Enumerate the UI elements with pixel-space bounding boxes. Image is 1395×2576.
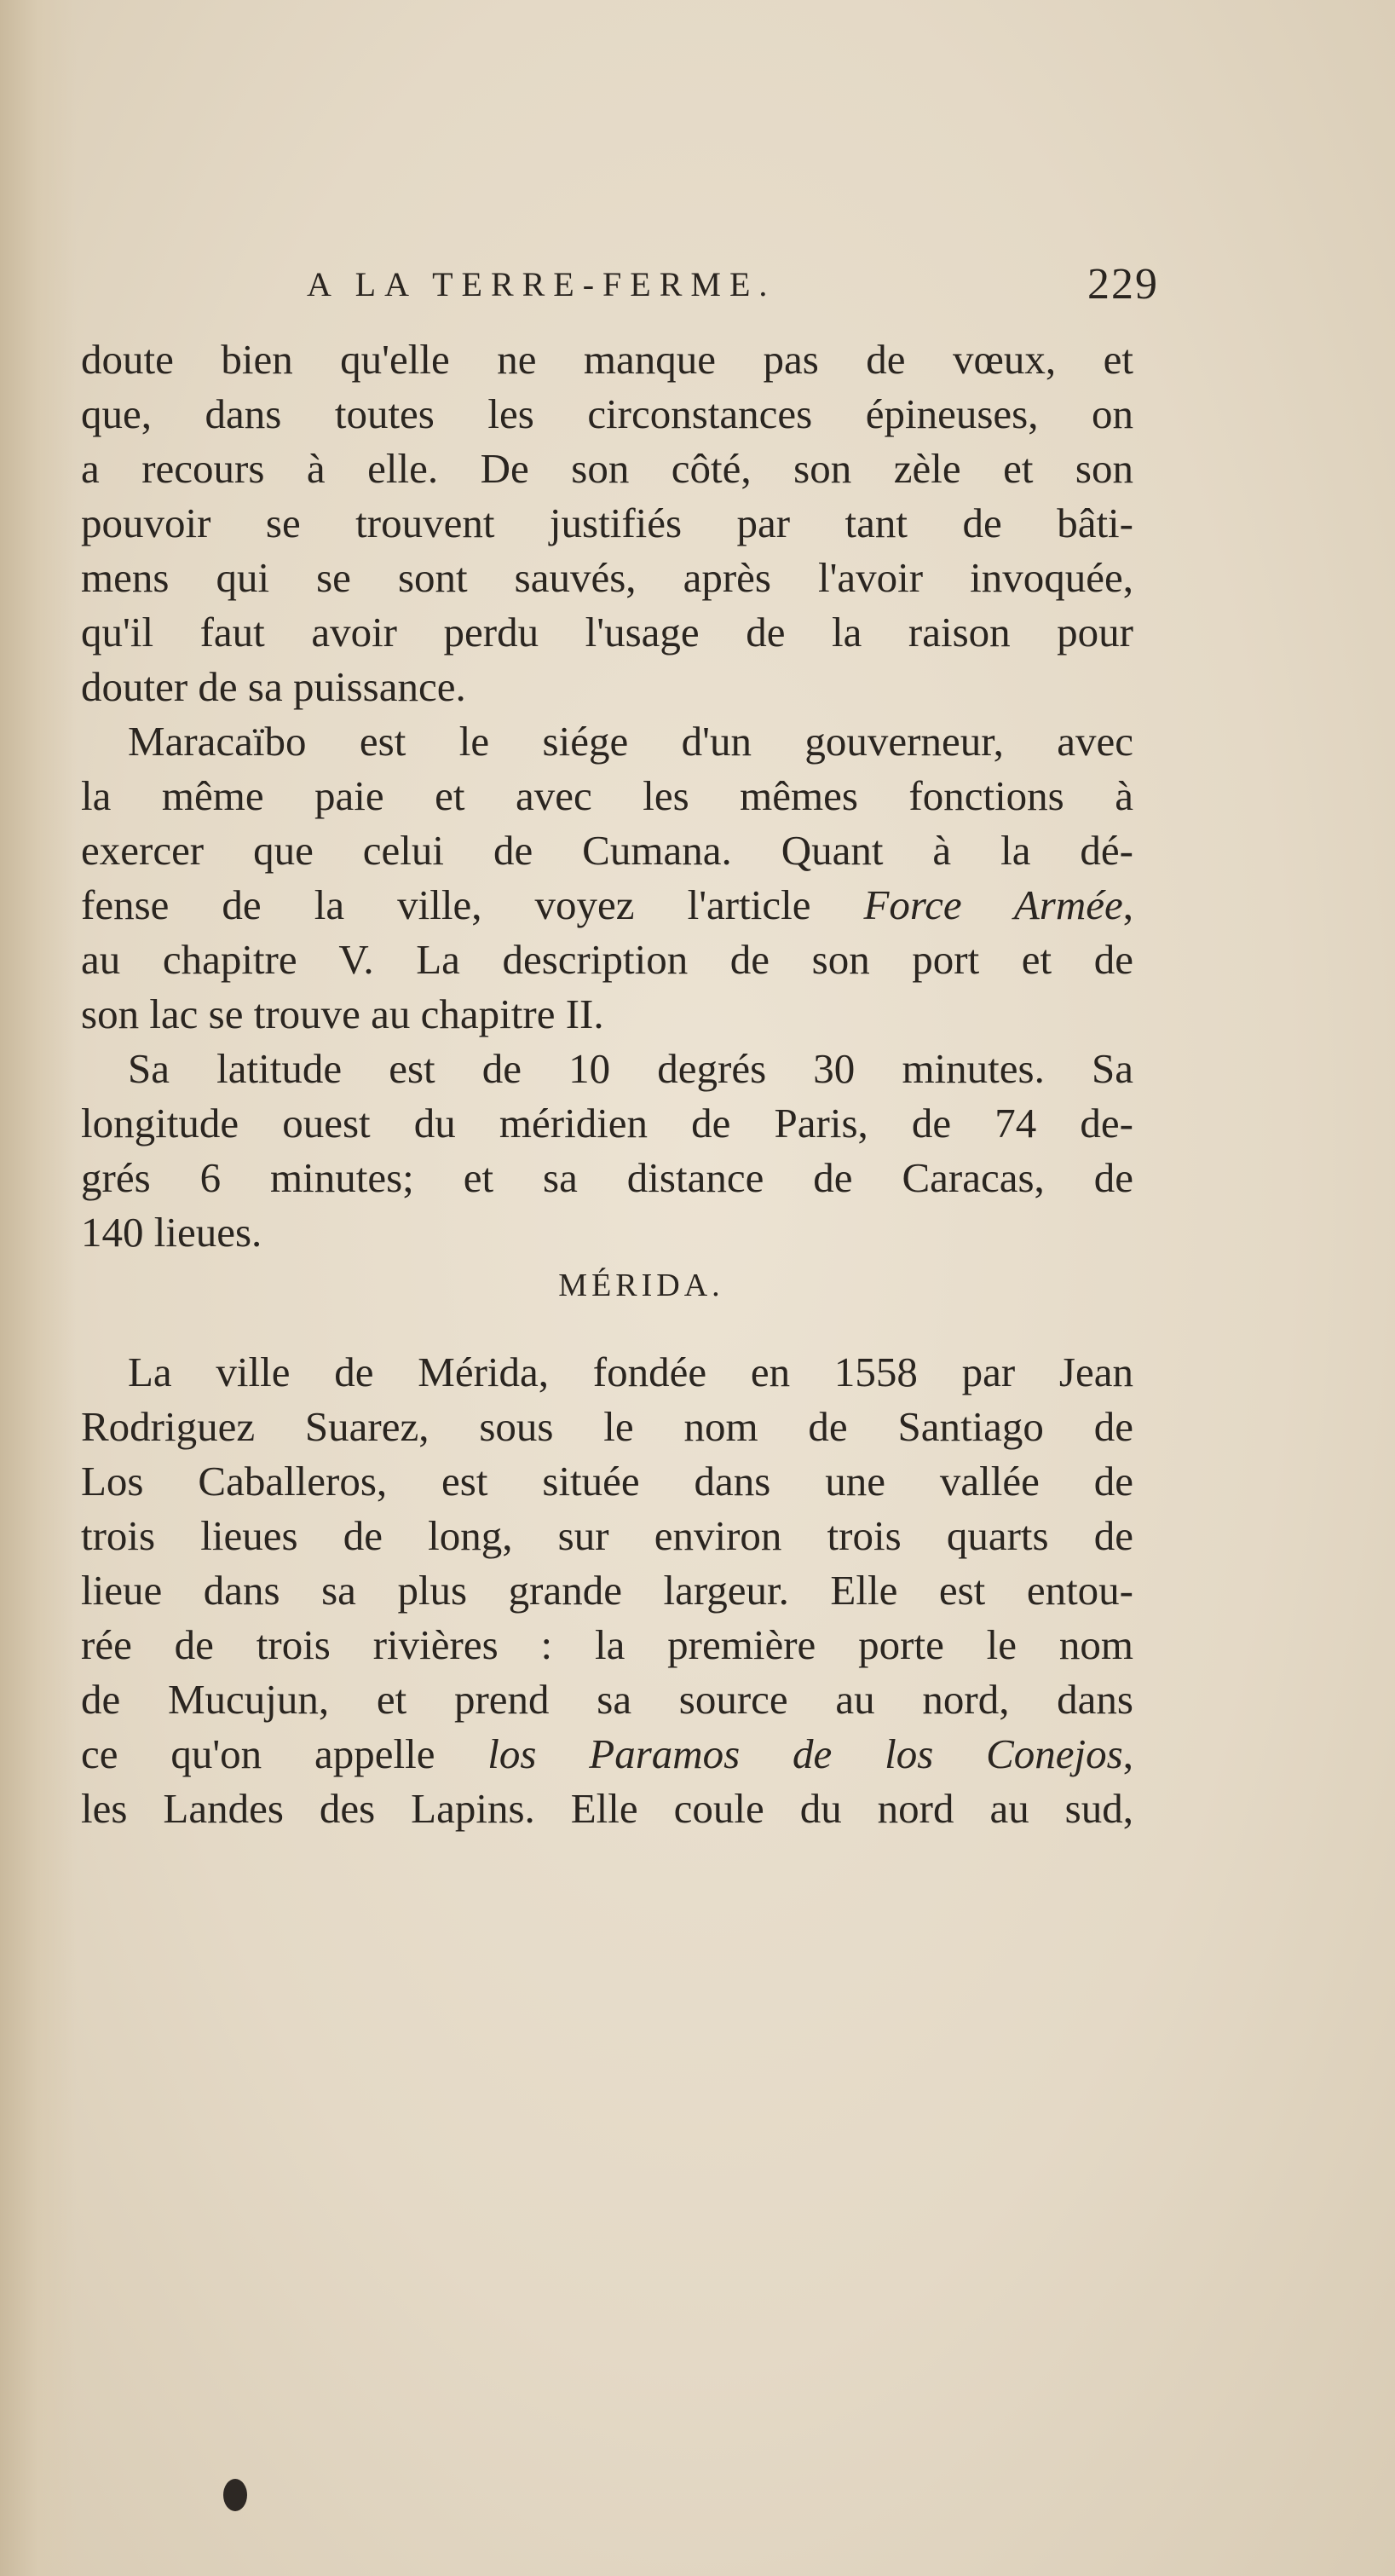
text-line: de Mucujun, et prend sa source au nord, dans (81, 1676, 1133, 1723)
text-line: Rodriguez Suarez, sous le nom de Santiago de (81, 1403, 1133, 1450)
text-line: La ville de Mérida, fondée en 1558 par Jean (128, 1349, 1133, 1395)
text-line: la même paie et avec les mêmes fonctions à (81, 772, 1133, 819)
text-line: Sa latitude est de 10 degrés 30 minutes. Sa (128, 1045, 1133, 1092)
text-line: 140 lieues. (81, 1209, 262, 1256)
page-header (307, 260, 1159, 315)
text-line: doute bien qu'elle ne manque pas de vœux, et (81, 336, 1133, 383)
text-line: douter de sa puissance. (81, 663, 466, 710)
text-segment: ce qu'on appelle (81, 1730, 488, 1777)
text-line (81, 878, 1133, 933)
ink-spot (223, 2479, 247, 2511)
page-number: 229 (1087, 260, 1159, 309)
text-line: rée de trois rivières : la première porte le nom (81, 1621, 1133, 1668)
text-line: qu'il faut avoir perdu l'usage de la raison pour (81, 609, 1133, 656)
italic-reference: Force Armée (863, 881, 1123, 928)
text-line: Los Caballeros, est située dans une vallée de (81, 1458, 1133, 1505)
text-line: les Landes des Lapins. Elle coule du nord au sud, (81, 1785, 1133, 1832)
text-line: Maracaïbo est le siége d'un gouverneur, avec (128, 718, 1133, 765)
text-line: lieue dans sa plus grande largeur. Elle est entou- (81, 1567, 1133, 1614)
text-line: son lac se trouve au chapitre II. (81, 991, 604, 1037)
running-title: A LA TERRE-FERME. (307, 265, 776, 303)
italic-place-name: los Paramos de los Conejos (487, 1730, 1123, 1777)
text-line: mens qui se sont sauvés, après l'avoir invoquée, (81, 554, 1133, 601)
text-line: longitude ouest du méridien de Paris, de 74 de- (81, 1100, 1133, 1146)
text-line: trois lieues de long, sur environ trois quarts de (81, 1512, 1133, 1559)
page-gutter-shadow (0, 0, 77, 2576)
text-line: pouvoir se trouvent justifiés par tant de bâti- (81, 500, 1133, 546)
text-segment: fense de la ville, voyez l'article (81, 881, 864, 928)
text-line: grés 6 minutes; et sa distance de Caracas, de (81, 1154, 1133, 1201)
text-line: que, dans toutes les circonstances épineuses, on (81, 390, 1133, 437)
section-title: MÉRIDA. (558, 1268, 724, 1303)
text-line: a recours à elle. De son côté, son zèle et son (81, 445, 1133, 492)
body-text (81, 332, 1133, 1836)
text-segment: , (1122, 1730, 1133, 1777)
text-line: exercer que celui de Cumana. Quant à la dé- (81, 827, 1133, 874)
text-segment: , (1122, 881, 1133, 928)
text-line: au chapitre V. La description de son port et de (81, 936, 1133, 983)
text-line (81, 1727, 1133, 1782)
